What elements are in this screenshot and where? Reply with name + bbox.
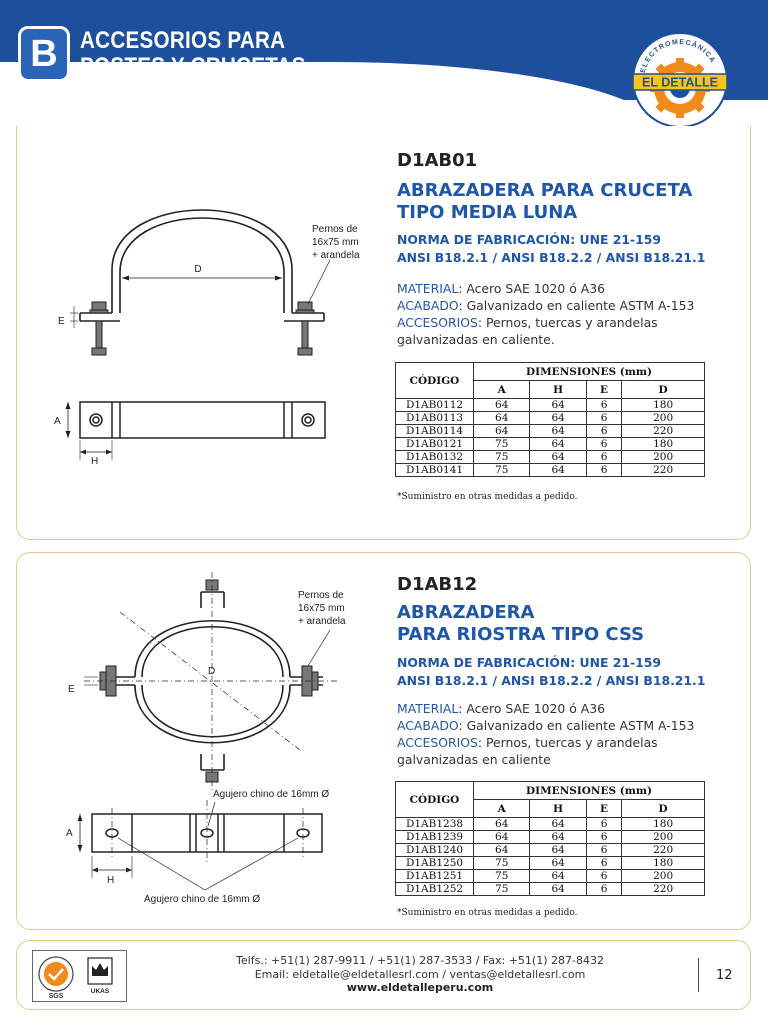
spec-accesorios xyxy=(397,734,727,751)
col-d-header: D xyxy=(622,800,705,818)
section-badge: B xyxy=(18,26,70,82)
dimensions-table-d1ab01 xyxy=(395,362,705,477)
cert-sgs-text: SGS xyxy=(48,993,64,1000)
cell-d: 220 xyxy=(622,844,705,857)
cell-h: 64 xyxy=(530,438,586,451)
col-dimensiones-header: DIMENSIONES (mm) xyxy=(474,363,705,381)
dimensions-table-d1ab12 xyxy=(395,781,705,896)
cell-a: 75 xyxy=(474,451,530,464)
company-logo xyxy=(630,30,730,130)
col-d-header: D xyxy=(622,381,705,399)
cell-codigo: D1AB1251 xyxy=(396,870,474,883)
cell-d: 180 xyxy=(622,399,705,412)
agujero-callout-top: Agujero chino de 16mm Ø xyxy=(213,789,330,800)
spec-acabado-value: : Galvanizado en caliente ASTM A-153 xyxy=(458,298,695,313)
cell-h: 64 xyxy=(530,831,586,844)
cell-codigo: D1AB1239 xyxy=(396,831,474,844)
cell-h: 64 xyxy=(530,818,586,831)
norma-line2: ANSI B18.2.1 / ANSI B18.2.2 / ANSI B18.21.1 xyxy=(397,250,706,265)
cell-e: 6 xyxy=(586,412,621,425)
contact-phones: Telfs.: +51(1) 287-9911 / +51(1) 287-3533 / Fax: +51(1) 287-8432 xyxy=(236,954,604,967)
cell-codigo: D1AB1252 xyxy=(396,883,474,896)
cell-d: 220 xyxy=(622,883,705,896)
spec-accesorios-value: : Pernos, tuercas y arandelas xyxy=(477,315,658,330)
product-title-line2: TIPO MEDIA LUNA xyxy=(397,202,578,223)
cell-a: 64 xyxy=(474,399,530,412)
section-title xyxy=(80,28,306,80)
dim-e-label: E xyxy=(58,316,65,327)
col-dimensiones-header: DIMENSIONES (mm) xyxy=(474,782,705,800)
certification-logos xyxy=(32,950,127,1002)
product-title-line1: ABRAZADERA xyxy=(397,602,535,623)
norma-fabricacion xyxy=(397,654,705,690)
spec-acabado xyxy=(397,297,727,314)
cell-e: 6 xyxy=(586,451,621,464)
logo-ring-text: ELECTROMECÁNICA xyxy=(639,38,717,74)
product-specs xyxy=(397,280,727,348)
cell-e: 6 xyxy=(586,883,621,896)
norma-line1: NORMA DE FABRICACIÓN: UNE 21-159 xyxy=(397,232,661,247)
cell-e: 6 xyxy=(586,438,621,451)
cell-e: 6 xyxy=(586,464,621,477)
ukas-crown-icon xyxy=(88,958,112,995)
cell-codigo: D1AB0113 xyxy=(396,412,474,425)
product-title-line1: ABRAZADERA PARA CRUCETA xyxy=(397,180,693,201)
spec-material-label: MATERIAL xyxy=(397,281,459,296)
pernos-callout-line3: + arandela xyxy=(312,250,360,261)
pernos-callout-line1: Pernos de xyxy=(298,590,344,601)
pernos-callout-line2: 16x75 mm xyxy=(312,237,359,248)
col-e-header: E xyxy=(586,381,621,399)
cell-h: 64 xyxy=(530,464,586,477)
dim-h-label: H xyxy=(91,456,99,467)
product-title xyxy=(397,602,644,646)
cell-a: 64 xyxy=(474,818,530,831)
cert-ukas-text: UKAS xyxy=(90,988,110,995)
spec-acabado-value: : Galvanizado en caliente ASTM A-153 xyxy=(458,718,695,733)
col-h-header: H xyxy=(530,381,586,399)
table-row xyxy=(396,464,705,477)
col-a-header: A xyxy=(474,800,530,818)
pernos-callout-line3: + arandela xyxy=(298,616,346,627)
spec-material-value: : Acero SAE 1020 ó A36 xyxy=(458,281,605,296)
cell-e: 6 xyxy=(586,844,621,857)
norma-line1: NORMA DE FABRICACIÓN: UNE 21-159 xyxy=(397,655,661,670)
cell-h: 64 xyxy=(530,883,586,896)
logo-text: EL DETALLE xyxy=(642,75,718,90)
cell-h: 64 xyxy=(530,451,586,464)
norma-line2: ANSI B18.2.1 / ANSI B18.2.2 / ANSI B18.21.1 xyxy=(397,673,706,688)
cell-a: 75 xyxy=(474,870,530,883)
dim-a-label: A xyxy=(54,416,61,427)
dim-a-label: A xyxy=(66,828,73,839)
dim-d-label: D xyxy=(194,264,202,275)
section-title-line1: ACCESORIOS PARA xyxy=(80,27,286,54)
cell-codigo: D1AB1250 xyxy=(396,857,474,870)
cell-a: 75 xyxy=(474,438,530,451)
cell-a: 64 xyxy=(474,844,530,857)
cell-codigo: D1AB0141 xyxy=(396,464,474,477)
product-code: D1AB01 xyxy=(397,150,478,171)
cell-d: 220 xyxy=(622,425,705,438)
cell-d: 200 xyxy=(622,451,705,464)
cell-d: 180 xyxy=(622,818,705,831)
pernos-callout-line2: 16x75 mm xyxy=(298,603,345,614)
col-e-header: E xyxy=(586,800,621,818)
section-title-line2: POSTES Y CRUCETAS xyxy=(80,53,306,80)
cell-codigo: D1AB1240 xyxy=(396,844,474,857)
table-row xyxy=(396,831,705,844)
cell-a: 64 xyxy=(474,412,530,425)
supply-note: *Suministro en otras medidas a pedido. xyxy=(397,492,578,502)
spec-material-label: MATERIAL xyxy=(397,701,459,716)
table-row xyxy=(396,818,705,831)
table-row xyxy=(396,844,705,857)
cell-e: 6 xyxy=(586,857,621,870)
cell-d: 180 xyxy=(622,857,705,870)
cell-a: 75 xyxy=(474,857,530,870)
footer-divider xyxy=(698,958,699,992)
dim-e-label: E xyxy=(68,684,75,695)
cell-codigo: D1AB0112 xyxy=(396,399,474,412)
spec-accesorios-label: ACCESORIOS xyxy=(397,735,478,750)
spec-accesorios-value: : Pernos, tuercas y arandelas xyxy=(477,735,658,750)
cell-e: 6 xyxy=(586,818,621,831)
pernos-callout-line1: Pernos de xyxy=(312,224,358,235)
cell-d: 200 xyxy=(622,412,705,425)
website-link[interactable]: www.eldetalleperu.com xyxy=(346,981,494,994)
spec-accesorios-label: ACCESORIOS xyxy=(397,315,478,330)
spec-accesorios-cont: galvanizadas en caliente xyxy=(397,752,551,767)
cell-h: 64 xyxy=(530,399,586,412)
cell-codigo: D1AB1238 xyxy=(396,818,474,831)
cell-codigo: D1AB0132 xyxy=(396,451,474,464)
table-row xyxy=(396,870,705,883)
cell-d: 220 xyxy=(622,464,705,477)
cell-a: 64 xyxy=(474,831,530,844)
norma-fabricacion xyxy=(397,231,705,267)
drawing-media-luna xyxy=(40,190,370,480)
table-row xyxy=(396,412,705,425)
cell-e: 6 xyxy=(586,831,621,844)
col-a-header: A xyxy=(474,381,530,399)
table-row xyxy=(396,883,705,896)
product-specs xyxy=(397,700,727,768)
spec-accesorios-cont: galvanizadas en caliente. xyxy=(397,332,555,347)
cell-d: 180 xyxy=(622,438,705,451)
cell-h: 64 xyxy=(530,425,586,438)
cell-e: 6 xyxy=(586,425,621,438)
spec-material xyxy=(397,700,727,717)
dim-h-label: H xyxy=(107,875,115,886)
col-codigo-header: CÓDIGO xyxy=(396,363,474,399)
spec-acabado-label: ACABADO xyxy=(397,298,459,313)
table-row xyxy=(396,425,705,438)
contact-info xyxy=(170,954,670,995)
table-row xyxy=(396,451,705,464)
cell-a: 64 xyxy=(474,425,530,438)
cell-d: 200 xyxy=(622,831,705,844)
cell-a: 75 xyxy=(474,464,530,477)
spec-material-value: : Acero SAE 1020 ó A36 xyxy=(458,701,605,716)
cell-e: 6 xyxy=(586,399,621,412)
spec-acabado-label: ACABADO xyxy=(397,718,459,733)
cell-codigo: D1AB0114 xyxy=(396,425,474,438)
drawing-riostra-css xyxy=(40,572,370,917)
table-row xyxy=(396,438,705,451)
product-title xyxy=(397,180,692,224)
spec-acabado xyxy=(397,717,727,734)
product-code: D1AB12 xyxy=(397,574,478,595)
col-codigo-header: CÓDIGO xyxy=(396,782,474,818)
dim-d-label: D xyxy=(208,666,216,677)
cell-e: 6 xyxy=(586,870,621,883)
cell-h: 64 xyxy=(530,844,586,857)
agujero-callout-bottom: Agujero chino de 16mm Ø xyxy=(144,894,261,905)
cell-codigo: D1AB0121 xyxy=(396,438,474,451)
page-number: 12 xyxy=(716,968,733,983)
cell-d: 200 xyxy=(622,870,705,883)
cell-a: 75 xyxy=(474,883,530,896)
product-title-line2: PARA RIOSTRA TIPO CSS xyxy=(397,624,645,645)
cell-h: 64 xyxy=(530,857,586,870)
spec-material xyxy=(397,280,727,297)
supply-note: *Suministro en otras medidas a pedido. xyxy=(397,908,578,918)
contact-emails[interactable]: Email: eldetalle@eldetallesrl.com / ventas@eldetallesrl.com xyxy=(254,967,586,981)
spec-accesorios xyxy=(397,314,727,331)
table-row xyxy=(396,857,705,870)
col-h-header: H xyxy=(530,800,586,818)
cell-h: 64 xyxy=(530,412,586,425)
cell-h: 64 xyxy=(530,870,586,883)
table-row xyxy=(396,399,705,412)
